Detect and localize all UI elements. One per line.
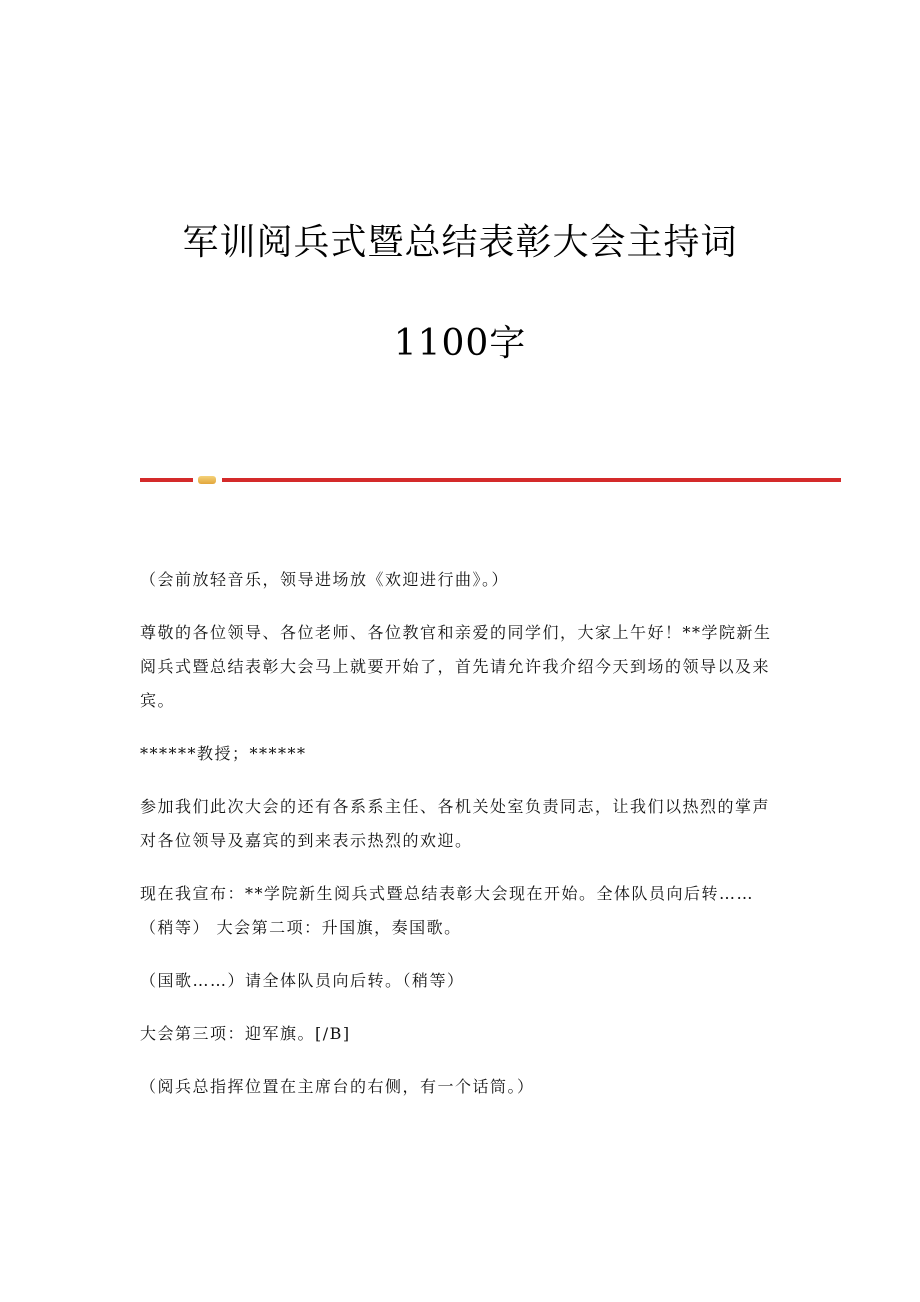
paragraph-greeting: 尊敬的各位领导、各位老师、各位教官和亲爱的同学们，大家上午好！**学院新生阅兵式暨总结表彰大会马上就要开始了，首先请允许我介绍今天到场的领导以及来宾。	[140, 623, 772, 710]
paragraph-welcome-attendees: 参加我们此次大会的还有各系系主任、各机关处室负责同志，让我们以热烈的掌声对各位领导及嘉宾的到来表示热烈的欢迎。	[140, 797, 771, 850]
paragraph-anthem: （国歌……）请全体队员向后转。（稍等）	[140, 971, 465, 990]
paragraph-item-three: 大会第三项：迎军旗。[/B]	[140, 1024, 351, 1043]
divider-ornament-icon	[198, 476, 216, 484]
divider-bar-left	[140, 478, 193, 482]
paragraph-stage-direction-commander: （阅兵总指挥位置在主席台的右侧，有一个话筒。）	[140, 1077, 535, 1096]
paragraph-stage-direction-music: （会前放轻音乐，领导进场放《欢迎进行曲》。）	[140, 570, 510, 589]
document-title: 军训阅兵式暨总结表彰大会主持词	[182, 222, 738, 263]
document-subtitle-word-count: 1100字	[393, 323, 527, 364]
title-divider	[140, 476, 841, 484]
paragraph-guest-list: ******教授；******	[140, 744, 307, 763]
document-body	[140, 563, 780, 1123]
divider-bar-right	[222, 478, 841, 482]
paragraph-opening-announcement: 现在我宣布：**学院新生阅兵式暨总结表彰大会现在开始。全体队员向后转……（稍等） 大会第二项：升国旗，奏国歌。	[140, 884, 755, 937]
